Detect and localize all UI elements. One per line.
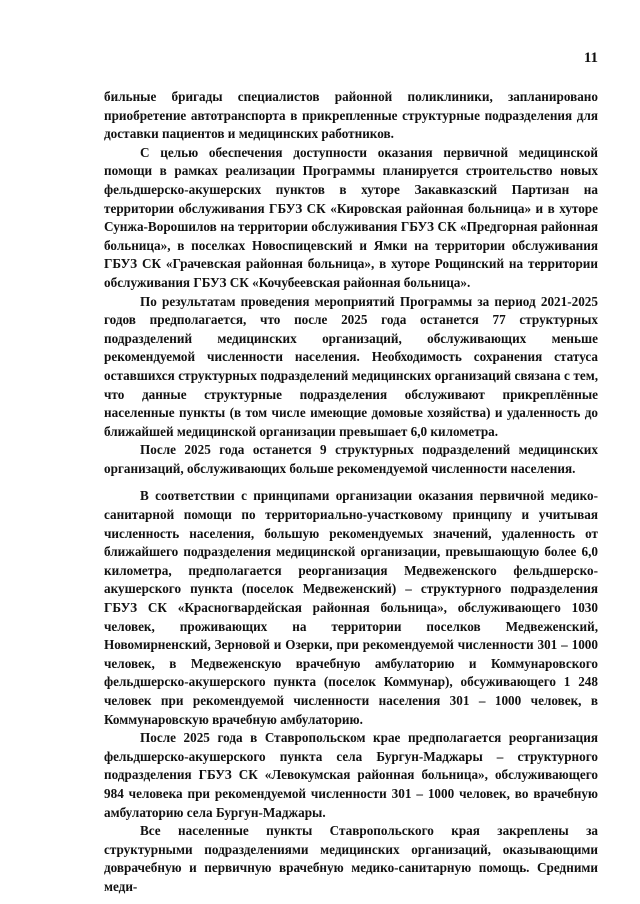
page-number: 11	[583, 50, 598, 66]
body-text	[104, 88, 598, 897]
paragraph: По результатам проведения мероприятий Программы за период 2021-2025 годов предполагается, что после 2025 года останется 77 структурных подразделений медицинских организаций, обслуживающих меньше рекомендуемой численности населения. Необходимость сохранения статуса оставшихся структурных подразделений медицинских организаций связана с тем, что данные структурные подразделения обслуживают прикреплённые населенные пункты (в том числе имеющие домовые хозяйства) и удаленность до ближайшей медицинской организации превышает 6,0 километра.	[104, 293, 598, 439]
paragraph: бильные бригады специалистов районной поликлиники, запланировано приобретение автотранспорта в прикрепленные структурные подразделения для доставки пациентов и медицинских работников.	[104, 89, 598, 142]
paragraph: С целью обеспечения доступности оказания первичной медицинской помощи в рамках реализации Программы планируется строительство новых фельдшерско-акушерских пунктов в хуторе Закавказский Партизан на территории обслуживания ГБУЗ СК «Кировская районная больница» и в хуторе Сунжа-Ворошилов на территории обслуживания ГБУЗ СК «Предгорная районная больница», в поселках Новоспицевский и Ямки на территории обслуживания ГБУЗ СК «Грачевская районная больница», в хуторе Рощинский на территории обслуживания ГБУЗ СК «Кочубеевская районная больница».	[104, 144, 598, 290]
paragraph: После 2025 года в Ставропольском крае предполагается реорганизация фельдшерско-акушерского пункта села Бургун-Маджары – структурного подразделения ГБУЗ СК «Левокумская районная больница», обслуживающего 984 человека при рекомендуемой численности 301 – 1000 человек, во врачебную амбулаторию села Бургун-Маджары.	[104, 730, 598, 820]
paragraph: В соответствии с принципами организации оказания первичной медико-санитарной помощи по территориально-участковому принципу и учитывая численность населения, большую рекомендуемых значений, удаленность от ближайшего подразделения медицинской организации, превышающую более 6,0 километра, предполагается реорганизация Медвеженского фельдшерско-акушерского пункта (поселок Медвеженский) – структурного подразделения ГБУЗ СК «Красногвардейская районная больница», обслуживающего 1030 человек, проживающих на территории поселков Медвеженский, Новомирненский, Зерновой и Озерки, при рекомендуемой численности 301 – 1000 человек, в Медвеженскую врачебную амбулаторию и Коммунаровского фельдшерско-акушерского пункта (поселок Коммунар), обсуживающего 1 248 человек при рекомендуемой численности населения 301 – 1000 человек, в Коммунаровскую врачебную амбулаторию.	[104, 488, 598, 727]
paragraph: Все населенные пункты Ставропольского края закреплены за структурными подразделениями медицинских организаций, оказывающими доврачебную и первичную врачебную медико-санитарную помощь. Средними меди-	[104, 823, 598, 894]
paragraph: После 2025 года останется 9 структурных подразделений медицинских организаций, обслуживающих больше рекомендуемой численности населения.	[104, 442, 598, 476]
